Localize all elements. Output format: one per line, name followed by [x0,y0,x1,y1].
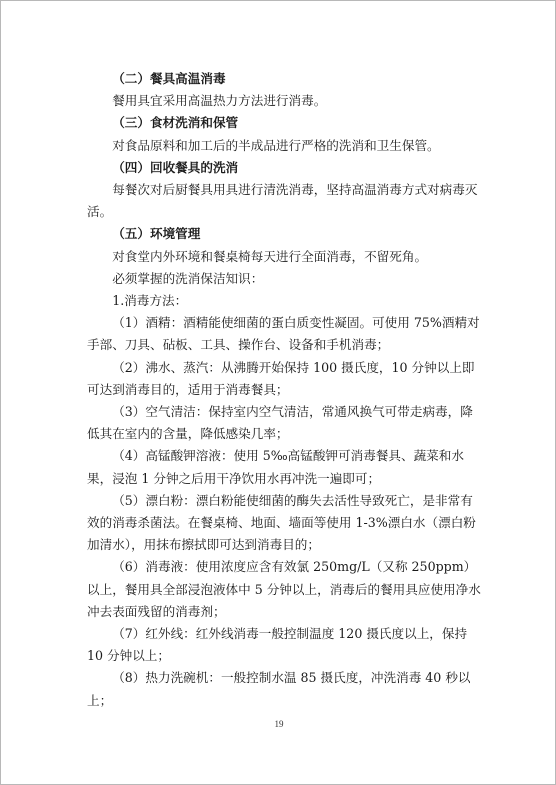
paragraph: 餐用具宜采用高温热力方法进行消毒。 [112,93,327,109]
section-heading-3: （三）食材洗消和保管 [112,115,239,131]
list-item: （7）红外线：红外线消毒一般控制温度 120 摄氏度以上，保持 10 分钟以上； [87,626,468,664]
document-body [87,68,483,712]
list-item: （6）消毒液：使用浓度应含有效氯 250mg/L（又称 250ppm）以上，餐用具全部浸泡液体中 5 分钟以上，消毒后的餐用具应使用净水冲去表面残留的消毒剂； [87,559,481,619]
paragraph: 必须掌握的洗消保洁知识： [112,270,264,286]
list-item: （2）沸水、蒸汽：从沸腾开始保持 100 摄氏度，10 分钟以上即可达到消毒目的，适用于消毒餐具； [87,359,475,397]
page-number: 19 [274,719,284,729]
paragraph: 每餐次对后厨餐具用具进行清洗消毒，坚持高温消毒方式对病毒灭活。 [87,182,478,220]
paragraph: 对食堂内外环境和餐桌椅每天进行全面消毒，不留死角。 [112,248,428,264]
list-item: （1）酒精：酒精能使细菌的蛋白质变性凝固。可使用 75%酒精对手部、刀具、砧板、工具、操作台、设备和手机消毒； [87,315,480,353]
list-item: （5）漂白粉：漂白粉能使细菌的酶失去活性导致死亡，是非常有效的消毒杀菌法。在餐桌椅、地面、墙面等使用 1-3%漂白水（漂白粉加清水），用抹布擦拭即可达到消毒目的； [87,492,476,553]
list-item: （4）高锰酸钾溶液：使用 5‰高锰酸钾可消毒餐具、蔬菜和水果，浸泡 1 分钟之后用干净饮用水再冲洗一遍即可； [87,448,464,486]
section-heading-5: （五）环境管理 [112,226,201,242]
paragraph: 对食品原料和加工后的半成品进行严格的洗消和卫生保管。 [112,137,440,153]
section-heading-2: （二）餐具高温消毒 [112,71,226,86]
list-title: 1.消毒方法： [112,293,188,309]
list-item: （8）热力洗碗机：一般控制水温 85 摄氏度，冲洗消毒 40 秒以上； [87,670,471,708]
list-item: （3）空气清洁：保持室内空气清洁，常通风换气可带走病毒，降低其在室内的含量，降低感染几率； [87,404,473,442]
section-heading-4: （四）回收餐具的洗消 [112,159,239,175]
